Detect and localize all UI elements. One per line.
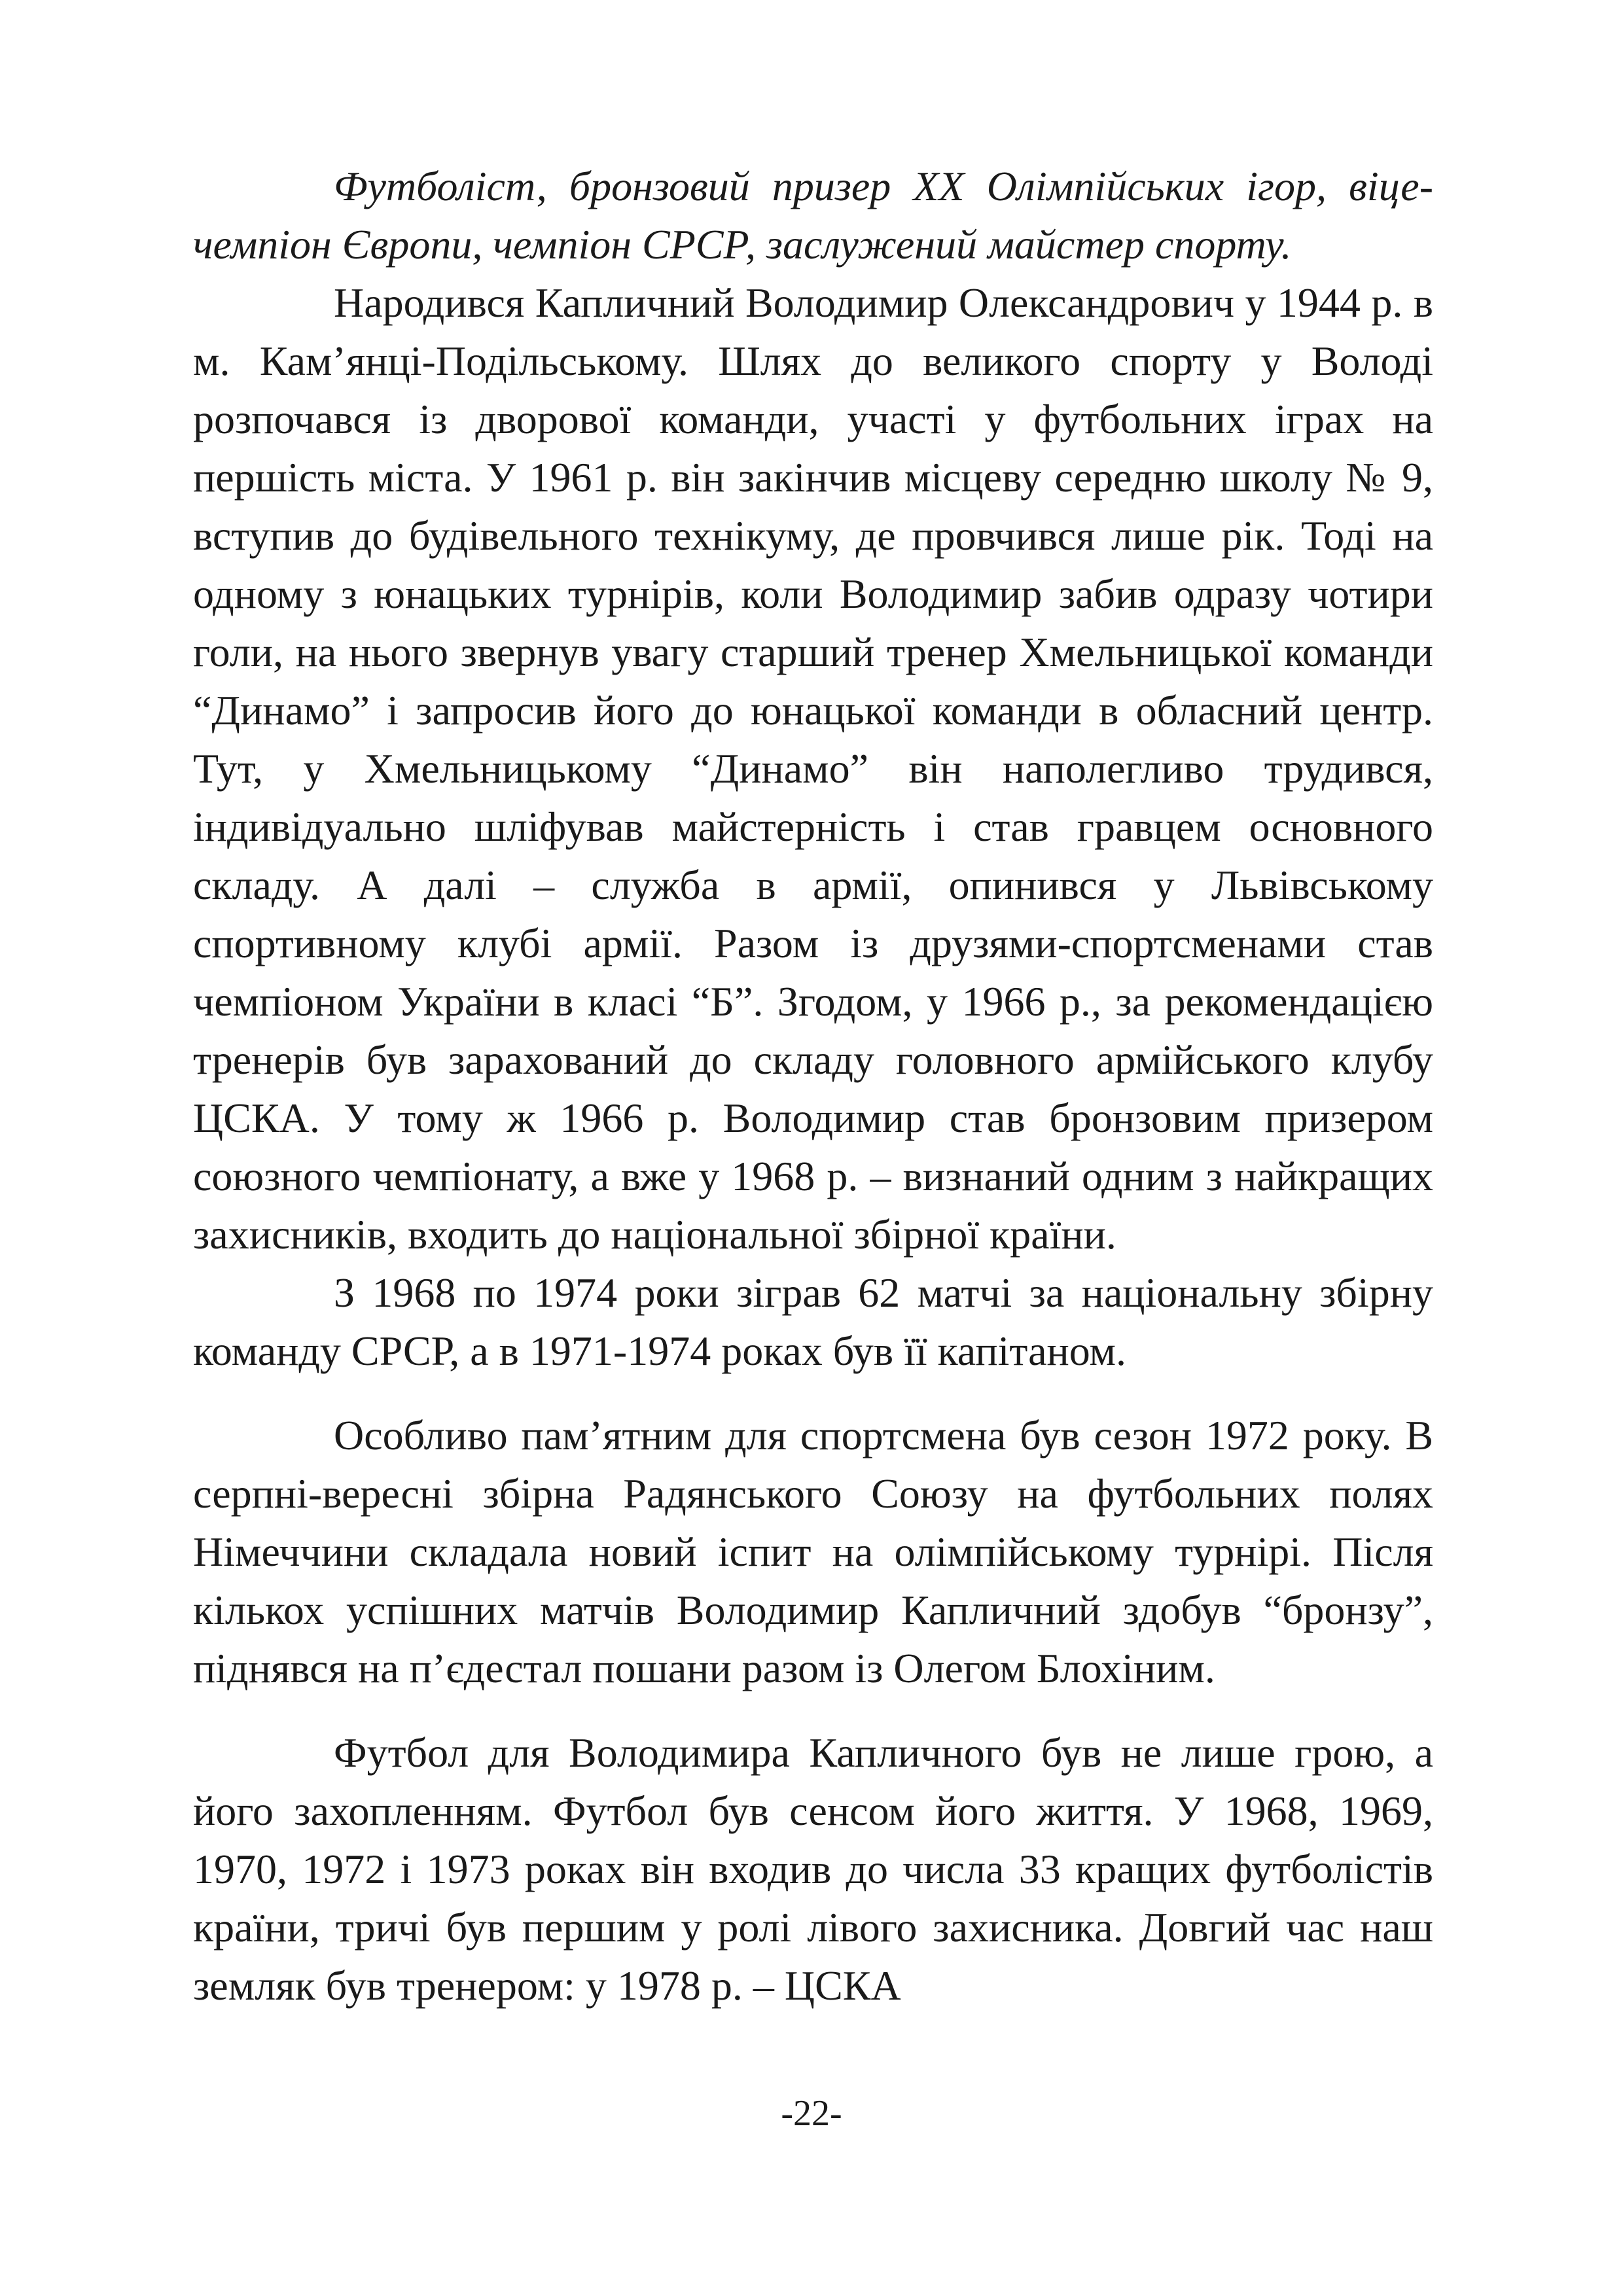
page-number: -22- xyxy=(781,2093,842,2134)
intro-paragraph: Футболіст, бронзовий призер XX Олімпійських ігор, віце-чемпіон Європи, чемпіон СРСР, заслужений майстер спорту. xyxy=(193,163,1433,268)
paragraph-career: Футбол для Володимира Капличного був не лише грою, а його захопленням. Футбол був сенсом його життя. У 1968, 1969, 1970, 1972 і 1973 роках він входив до числа 33 кращих футболістів країни, тричі був першим у ролі лівого захисника. Довгий час наш земляк був тренером: у 1978 р. – ЦСКА xyxy=(193,1729,1433,2009)
paragraph-biography: Народився Капличний Володимир Олександрович у 1944 р. в м. Кам’янці-Подільському. Шлях до великого спорту у Володі розпочався із дворової команди, участі у футбольних іграх на першість міста. У 1961 р. він закінчив місцеву середню школу № 9, вступив до будівельного технікуму, де провчився лише рік. Тоді на одному з юнацьких турнірів, коли Володимир забив одразу чотири голи, на нього звернув увагу старший тренер Хмельницької команди “Динамо” і запросив його до юнацької команди в обласний центр. Тут, у Хмельницькому “Динамо” він наполегливо трудився, індивідуально шліфував майстерність і став гравцем основного складу. А далі – служба в армії, опинився у Львівському спортивному клубі армії. Разом із друзями-спортсменами став чемпіоном України в класі “Б”. Згодом, у 1966 р., за рекомендацією тренерів був зарахований до складу головного армійського клубу ЦСКА. У тому ж 1966 р. Володимир став бронзовим призером союзного чемпіонату, а вже у 1968 р. – визнаний одним з найкращих захисників, входить до національної збірної країни. xyxy=(193,279,1433,1258)
paragraph-olympics: Особливо пам’ятним для спортсмена був сезон 1972 року. В серпні-вересні збірна Радянського Союзу на футбольних полях Німеччини складала новий іспит на олімпійському турнірі. Після кількох успішних матчів Володимир Капличний здобув “бронзу”, піднявся на п’єдестал пошани разом із Олегом Блохіним. xyxy=(193,1412,1433,1691)
body-text xyxy=(193,157,1433,2015)
paragraph-national-team: З 1968 по 1974 роки зіграв 62 матчі за національну збірну команду СРСР, а в 1971-1974 роках був її капітаном. xyxy=(193,1269,1433,1374)
